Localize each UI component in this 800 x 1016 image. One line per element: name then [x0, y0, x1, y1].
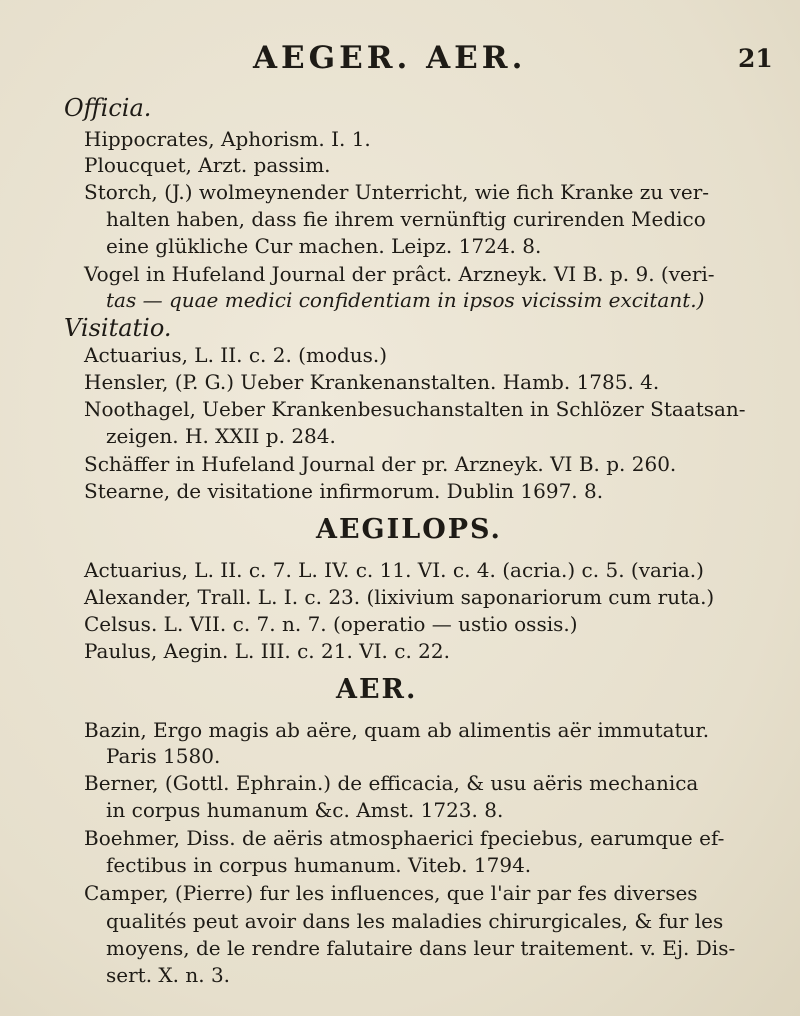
entry-line: Bazin, Ergo magis ab aëre, quam ab alimentis aër immutatur.: [84, 718, 710, 742]
entry-line: in corpus humanum &c. Amst. 1723. 8.: [106, 798, 504, 822]
entry-line: moyens, de le rendre falutaire dans leur traitement. v. Ej. Dis-: [106, 936, 736, 960]
entry-line: fectibus in corpus humanum. Viteb. 1794.: [106, 853, 532, 877]
entry-line: Actuarius, L. II. c. 7. L. IV. c. 11. VI. c. 4. (acria.) c. 5. (varia.): [84, 558, 704, 582]
entry-line: sert. X. n. 3.: [106, 963, 231, 987]
entry-line: eine glükliche Cur machen. Leipz. 1724. 8.: [106, 234, 542, 258]
entry-line: Paulus, Aegin. L. III. c. 21. VI. c. 22.: [84, 639, 450, 663]
entry-line: Ploucquet, Arzt. passim.: [84, 153, 331, 177]
entry-line: tas — quae medici confidentiam in ipsos vicissim excitant.): [106, 288, 705, 312]
entry-line: Schäffer in Hufeland Journal der pr. Arzneyk. VI B. p. 260.: [84, 452, 677, 476]
entry-line: Noothagel, Ueber Krankenbesuchanstalten in Schlözer Staatsan-: [84, 397, 746, 421]
entry-line: Berner, (Gottl. Ephrain.) de efficacia, & usu aëris mechanica: [84, 771, 699, 795]
entry-line: Paris 1580.: [106, 744, 221, 768]
section-heading-aer: AER.: [336, 674, 418, 705]
entry-line: Stearne, de visitatione infirmorum. Dublin 1697. 8.: [84, 479, 604, 503]
entry-line: Hippocrates, Aphorism. I. 1.: [84, 127, 371, 151]
entry-line: Celsus. L. VII. c. 7. n. 7. (operatio — ustio ossis.): [84, 612, 578, 636]
entry-line: Vogel in Hufeland Journal der prâct. Arzneyk. VI B. p. 9. (veri-: [84, 262, 715, 286]
running-title: AEGER. AER.: [253, 40, 527, 76]
entry-line: zeigen. H. XXII p. 284.: [106, 424, 336, 448]
section-heading-officia: Officia.: [64, 94, 152, 122]
page-number: 21: [738, 44, 773, 73]
entry-line: qualités peut avoir dans les maladies chirurgicales, & fur les: [106, 909, 724, 933]
section-heading-aegilops: AEGILOPS.: [316, 514, 502, 545]
entry-line: Hensler, (P. G.) Ueber Krankenanstalten. Hamb. 1785. 4.: [84, 370, 660, 394]
entry-line: halten haben, dass fie ihrem vernünftig curirenden Medico: [106, 207, 706, 231]
entry-line: Alexander, Trall. L. I. c. 23. (lixivium saponariorum cum ruta.): [84, 585, 715, 609]
entry-line: Storch, (J.) wolmeynender Unterricht, wie fich Kranke zu ver-: [84, 180, 710, 204]
entry-line: Camper, (Pierre) fur les influences, que l'air par fes diverses: [84, 881, 698, 905]
entry-line: Actuarius, L. II. c. 2. (modus.): [84, 343, 388, 367]
section-heading-visitatio: Visitatio.: [64, 314, 172, 342]
entry-line: Boehmer, Diss. de aëris atmosphaerici fpeciebus, earumque ef-: [84, 826, 725, 850]
